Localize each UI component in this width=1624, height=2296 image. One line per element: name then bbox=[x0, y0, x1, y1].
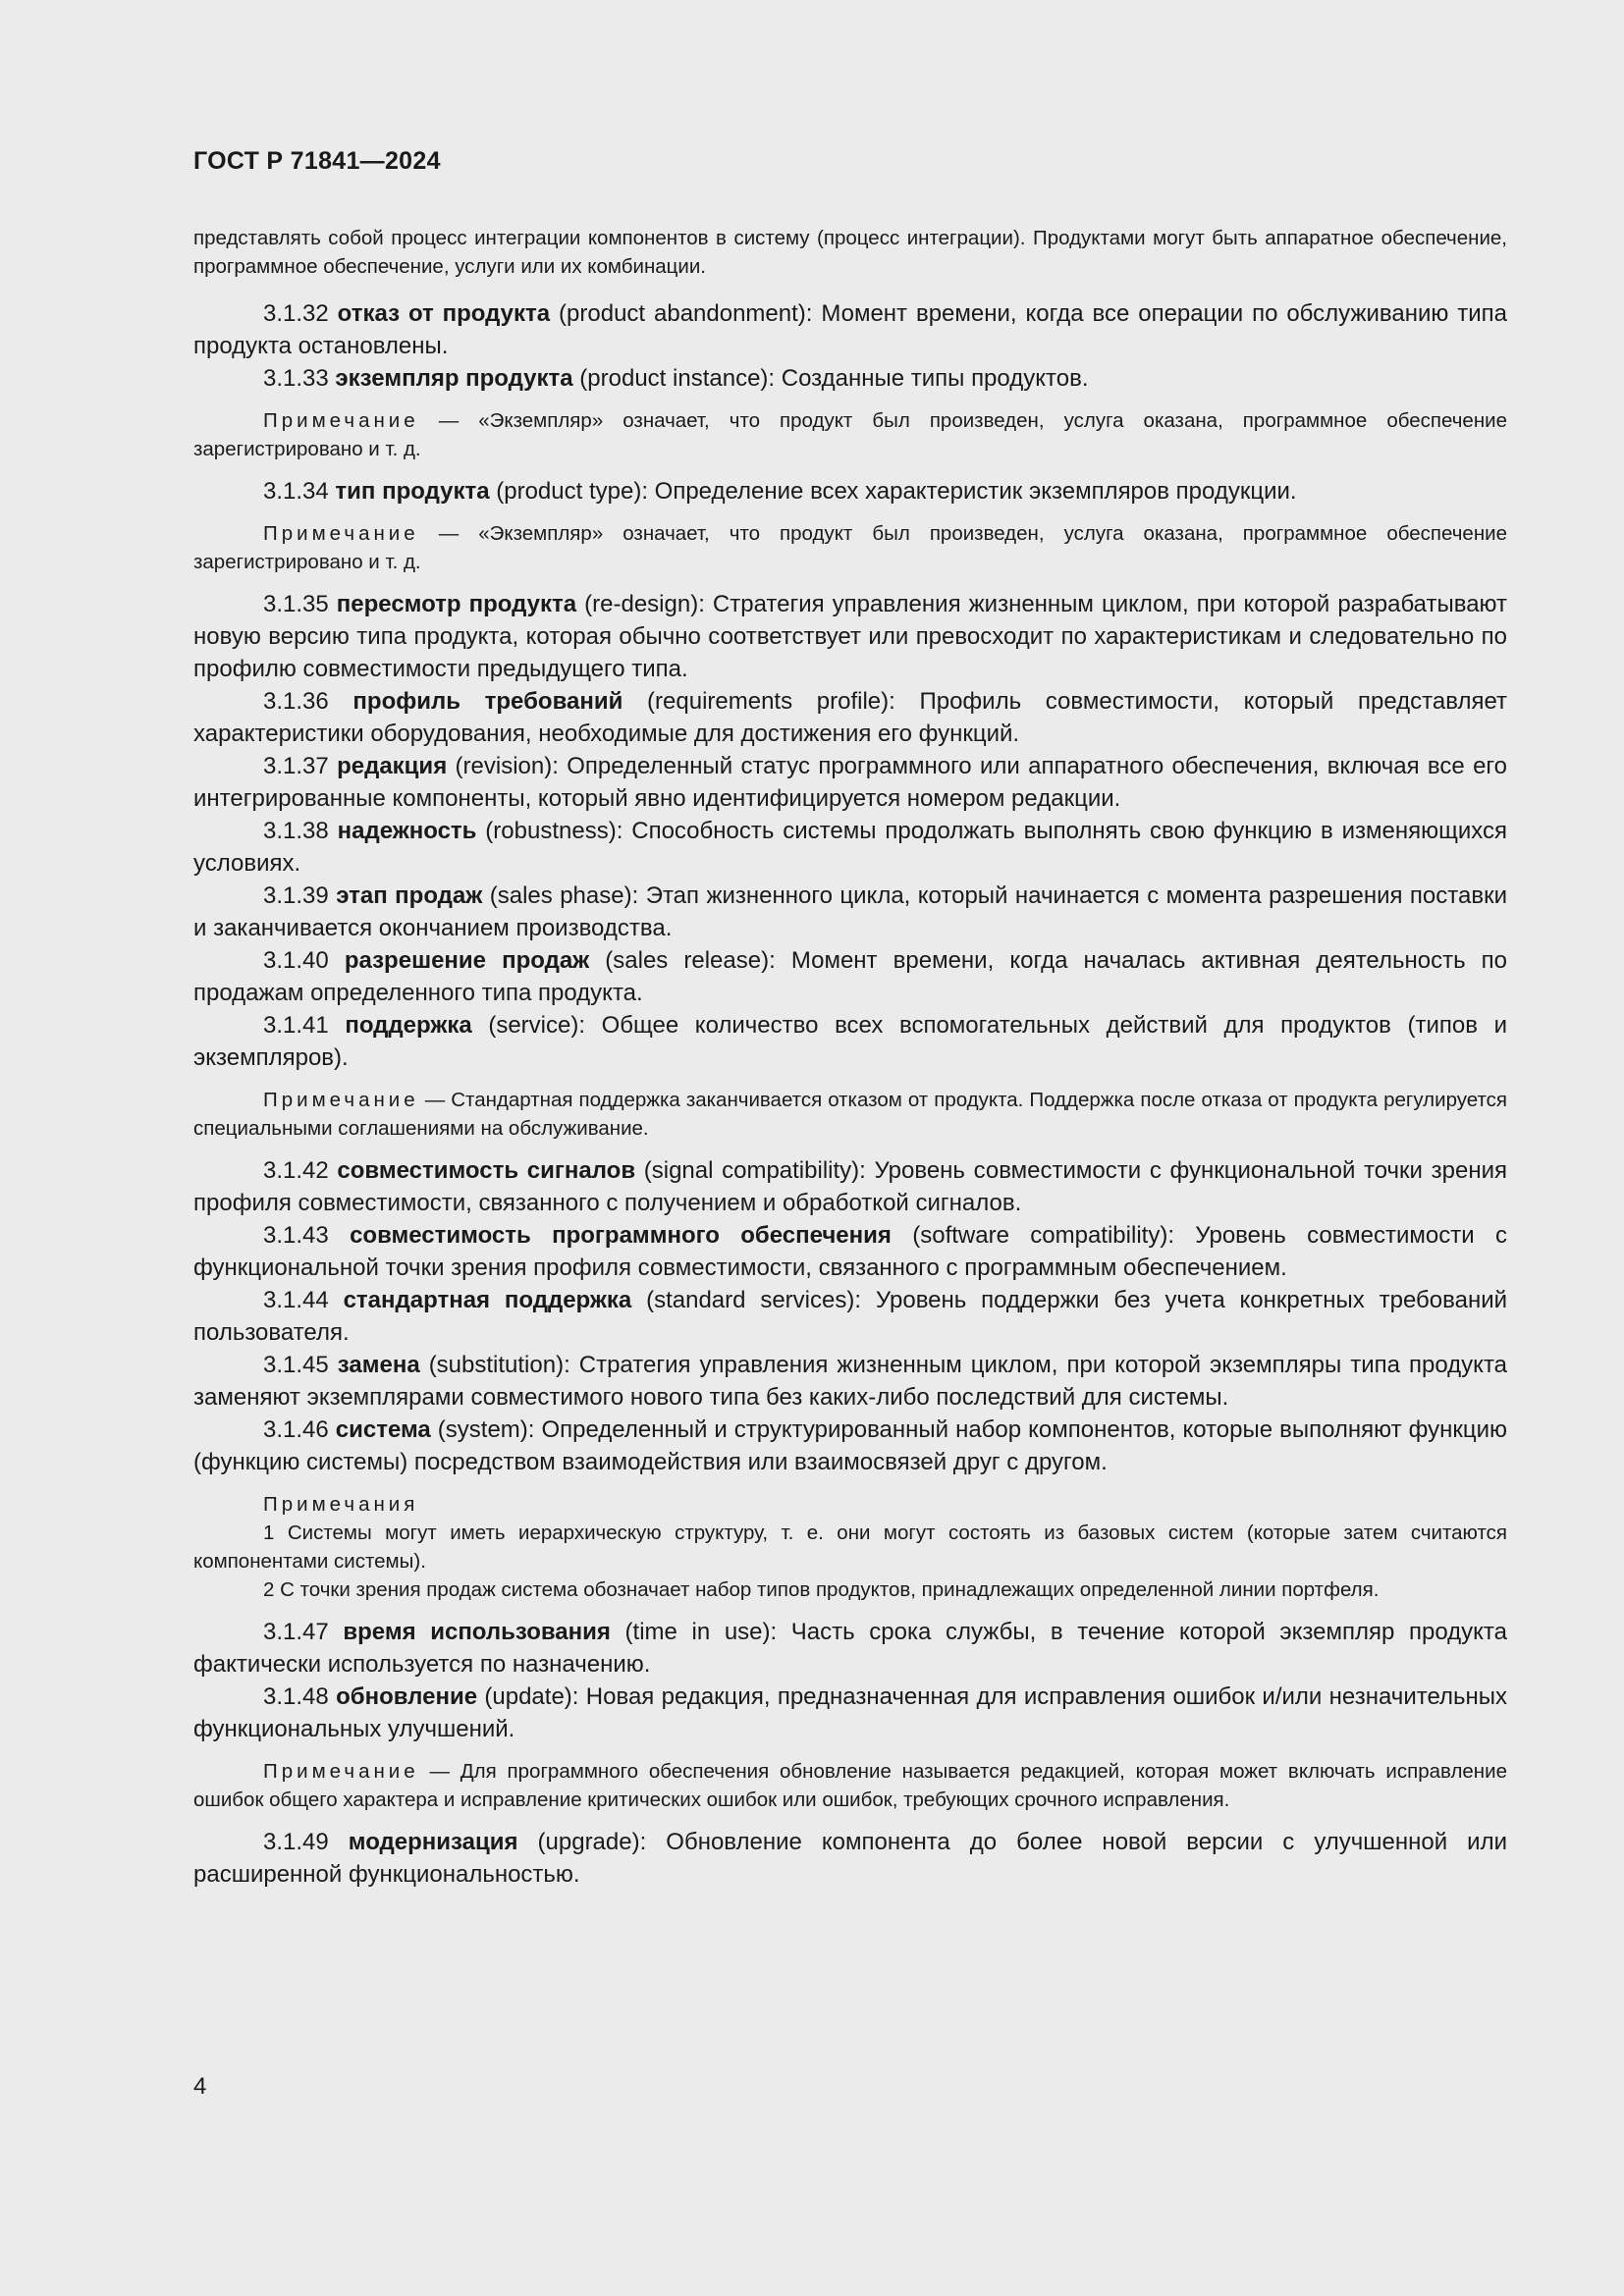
term-text: (requirements profile): Профиль совместимости, который представляет характеристики оборудования, необходимые для достижения его функций. bbox=[193, 688, 1507, 747]
definition-3-1-47 bbox=[193, 1616, 1507, 1681]
note-3-1-41: Примечание — Стандартная поддержка заканчивается отказом от продукта. Поддержка после отказа от продукта регулируется специальными соглашениями на обслуживание. bbox=[193, 1089, 1507, 1140]
term-number: 3.1.47 bbox=[263, 1619, 329, 1645]
term-text: (robustness): Способность системы продолжать выполнять свою функцию в изменяющихся условиях. bbox=[193, 818, 1507, 877]
term-number: 3.1.38 bbox=[263, 818, 329, 844]
page-number: 4 bbox=[193, 2073, 207, 2100]
definition-3-1-32 bbox=[193, 297, 1507, 362]
term-name: профиль требований bbox=[352, 688, 623, 715]
definition-3-1-45 bbox=[193, 1349, 1507, 1414]
term-number: 3.1.42 bbox=[263, 1157, 329, 1184]
definition-3-1-48 bbox=[193, 1681, 1507, 1745]
note-label: Примечание bbox=[263, 1760, 419, 1783]
note-3-1-33: Примечание — «Экземпляр» означает, что продукт был произведен, услуга оказана, программное обеспечение зарегистрировано и т. д. bbox=[193, 409, 1507, 460]
term-number: 3.1.49 bbox=[263, 1829, 329, 1855]
term-name: система bbox=[335, 1416, 431, 1443]
definition-3-1-41 bbox=[193, 1009, 1507, 1074]
term-number: 3.1.45 bbox=[263, 1352, 329, 1378]
term-name: надежность bbox=[337, 818, 477, 844]
term-text: (product abandonment): Момент времени, когда все операции по обслуживанию типа продукта остановлены. bbox=[193, 300, 1508, 359]
term-name: замена bbox=[337, 1352, 420, 1378]
term-name: обновление bbox=[336, 1683, 478, 1710]
term-text: (standard services): Уровень поддержки без учета конкретных требований пользователя. bbox=[193, 1287, 1508, 1346]
definition-3-1-43 bbox=[193, 1219, 1507, 1284]
term-name: тип продукта bbox=[335, 478, 490, 505]
term-name: поддержка bbox=[345, 1012, 472, 1039]
note-label: Примечание bbox=[263, 409, 419, 432]
term-text: (software compatibility): Уровень совместимости с функциональной точки зрения профиля совместимости, связанного с программным обеспечением. bbox=[193, 1222, 1508, 1281]
term-text: (sales phase): Этап жизненного цикла, который начинается с момента разрешения поставки и заканчивается окончанием производства. bbox=[193, 882, 1507, 941]
term-text: (service): Общее количество всех вспомогательных действий для продуктов (типов и экземпляров). bbox=[193, 1012, 1507, 1071]
definition-3-1-37 bbox=[193, 750, 1507, 815]
term-name: редакция bbox=[337, 753, 448, 779]
term-number: 3.1.35 bbox=[263, 591, 329, 617]
term-text: (time in use): Часть срока службы, в течение которой экземпляр продукта фактически используется по назначению. bbox=[193, 1619, 1508, 1678]
term-text: (upgrade): Обновление компонента до более новой версии с улучшенной или расширенной функциональностью. bbox=[193, 1829, 1507, 1888]
term-number: 3.1.46 bbox=[263, 1416, 329, 1443]
term-number: 3.1.36 bbox=[263, 688, 329, 715]
term-name: экземпляр продукта bbox=[335, 365, 573, 392]
note-text: «Экземпляр» означает, что продукт был произведен, услуга оказана, программное обеспечение зарегистрировано и т. д. bbox=[193, 522, 1507, 573]
note-item-1: 1 Системы могут иметь иерархическую структуру, т. е. они могут состоять из базовых систем (которые затем считаются компонентами системы). bbox=[193, 1522, 1507, 1573]
definition-3-1-42 bbox=[193, 1154, 1507, 1219]
definition-3-1-36 bbox=[193, 685, 1507, 750]
term-name: разрешение продаж bbox=[344, 947, 590, 974]
term-number: 3.1.48 bbox=[263, 1683, 329, 1710]
term-text: (system): Определенный и структурированный набор компонентов, которые выполняют функцию (функцию системы) посредством взаимодействия или взаимосвязей друг с другом. bbox=[193, 1416, 1507, 1475]
definition-3-1-35 bbox=[193, 588, 1507, 685]
term-text: (signal compatibility): Уровень совместимости с функциональной точки зрения профиля совместимости, связанного с получением и обработкой сигналов. bbox=[193, 1157, 1507, 1216]
document-header: ГОСТ Р 71841—2024 bbox=[193, 147, 441, 175]
definition-3-1-39 bbox=[193, 880, 1507, 944]
definition-3-1-34 bbox=[193, 475, 1507, 507]
definition-3-1-38 bbox=[193, 815, 1507, 880]
note-label: Примечание bbox=[263, 1089, 419, 1111]
definition-3-1-40 bbox=[193, 944, 1507, 1009]
term-name: совместимость сигналов bbox=[337, 1157, 636, 1184]
definition-3-1-44 bbox=[193, 1284, 1507, 1349]
term-name: время использования bbox=[343, 1619, 611, 1645]
note-3-1-34: Примечание — «Экземпляр» означает, что продукт был произведен, услуга оказана, программное обеспечение зарегистрировано и т. д. bbox=[193, 522, 1507, 573]
term-text: (sales release): Момент времени, когда началась активная деятельность по продажам определенного типа продукта. bbox=[193, 947, 1508, 1006]
term-text: (substitution): Стратегия управления жизненным циклом, при которой экземпляры типа продукта заменяют экземплярами совместимого нового типа без каких-либо последствий для системы. bbox=[193, 1352, 1508, 1411]
note-text: «Экземпляр» означает, что продукт был произведен, услуга оказана, программное обеспечение зарегистрировано и т. д. bbox=[193, 409, 1507, 460]
term-text: (product instance): Созданные типы продуктов. bbox=[572, 365, 1089, 392]
term-text: (update): Новая редакция, предназначенная для исправления ошибок и/или незначительных функциональных улучшений. bbox=[193, 1683, 1508, 1742]
note-3-1-48: Примечание — Для программного обеспечения обновление называется редакцией, которая может включать исправление ошибок общего характера и исправление критических ошибок или ошибок, требующих срочного исправления. bbox=[193, 1760, 1507, 1811]
term-name: этап продаж bbox=[336, 882, 483, 909]
page-content bbox=[193, 224, 1507, 1891]
note-text: Для программного обеспечения обновление называется редакцией, которая может включать исправление ошибок общего характера и исправление критических ошибок или ошибок, требующих срочного исправления. bbox=[193, 1760, 1507, 1811]
term-name: совместимость программного обеспечения bbox=[350, 1222, 892, 1249]
term-text: (re-design): Стратегия управления жизненным циклом, при которой разрабатывают новую версию типа продукта, которая обычно соответствует или превосходит по характеристикам и следовательно по профилю совместимости предыдущего типа. bbox=[193, 591, 1507, 682]
note-item-2: 2 С точки зрения продаж система обозначает набор типов продуктов, принадлежащих определенной линии портфеля. bbox=[263, 1578, 1380, 1601]
term-number: 3.1.40 bbox=[263, 947, 329, 974]
notes-heading: Примечания bbox=[263, 1493, 419, 1516]
term-text: (product type): Определение всех характеристик экземпляров продукции. bbox=[489, 478, 1297, 505]
definition-3-1-46 bbox=[193, 1414, 1507, 1478]
term-number: 3.1.34 bbox=[263, 478, 329, 505]
note-label: Примечание bbox=[263, 522, 419, 545]
term-number: 3.1.39 bbox=[263, 882, 329, 909]
term-number: 3.1.41 bbox=[263, 1012, 329, 1039]
term-number: 3.1.44 bbox=[263, 1287, 329, 1313]
term-number: 3.1.43 bbox=[263, 1222, 329, 1249]
term-text: (revision): Определенный статус программного или аппаратного обеспечения, включая все его интегрированные компоненты, который явно идентифицируется номером редакции. bbox=[193, 753, 1507, 812]
term-number: 3.1.32 bbox=[263, 300, 329, 327]
term-name: модернизация bbox=[348, 1829, 518, 1855]
term-name: пересмотр продукта bbox=[336, 591, 577, 617]
note-text: Стандартная поддержка заканчивается отказом от продукта. Поддержка после отказа от продукта регулируется специальными соглашениями на обслуживание. bbox=[193, 1089, 1507, 1140]
definition-3-1-33 bbox=[193, 362, 1507, 395]
definition-3-1-49 bbox=[193, 1826, 1507, 1891]
intro-paragraph: представлять собой процесс интеграции компонентов в систему (процесс интеграции). Продуктами могут быть аппаратное обеспечение, программное обеспечение, услуги или их комбинации. bbox=[193, 227, 1507, 278]
term-name: отказ от продукта bbox=[337, 300, 551, 327]
term-number: 3.1.37 bbox=[263, 753, 329, 779]
term-name: стандартная поддержка bbox=[343, 1287, 632, 1313]
term-number: 3.1.33 bbox=[263, 365, 329, 392]
